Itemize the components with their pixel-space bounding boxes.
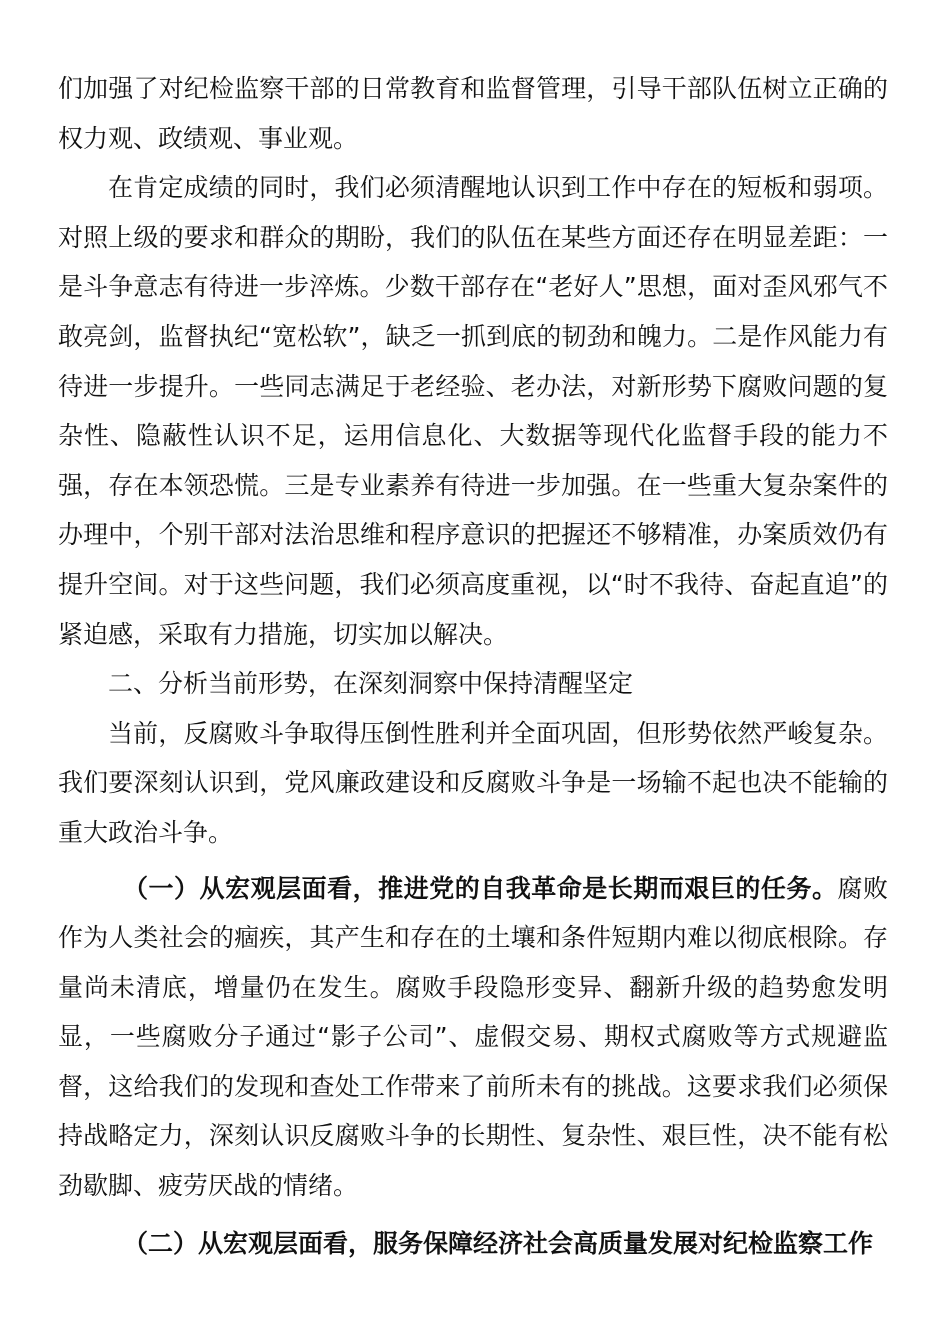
subsection-2-lead: （二）从宏观层面看，服务保障经济社会高质量发展对纪检监察工作 (123, 1228, 874, 1258)
subsection-1-lead: （一）从宏观层面看，推进党的自我革命是长期而艰巨的任务。 (123, 873, 838, 903)
subsection-1-body: 腐败作为人类社会的痼疾，其产生和存在的土壤和条件短期内难以彻底根除。存量尚未清底，增量仍在发生。腐败手段隐形变异、翻新升级的趋势愈发明显，一些腐败分子通过“影子公司”、虚假交易、期权式腐败等方式规避监督，这给我们的发现和查处工作带来了前所未有的挑战。这要求我们必须保持战略定力，深刻认识反腐败斗争的长期性、复杂性、艰巨性，决不能有松劲歇脚、疲劳厌战的情绪。 (58, 873, 888, 1201)
subsection-2 (58, 1219, 888, 1269)
section-heading-2: 二、分析当前形势，在深刻洞察中保持清醒坚定 (108, 669, 634, 699)
paragraph-continuation: 们加强了对纪检监察干部的日常教育和监督管理，引导干部队伍树立正确的权力观、政绩观、事业观。 (58, 74, 888, 153)
paragraph-situation: 当前，反腐败斗争取得压倒性胜利并全面巩固，但形势依然严峻复杂。我们要深刻认识到，党风廉政建设和反腐败斗争是一场输不起也决不能输的重大政治斗争。 (58, 718, 888, 847)
subsection-1 (58, 864, 888, 1211)
paragraph-shortcomings: 在肯定成绩的同时，我们必须清醒地认识到工作中存在的短板和弱项。对照上级的要求和群众的期盼，我们的队伍在某些方面还存在明显差距：一是斗争意志有待进一步淬炼。少数干部存在“老好人”思想，面对歪风邪气不敢亮剑，监督执纪“宽松软”，缺乏一抓到底的韧劲和魄力。二是作风能力有待进一步提升。一些同志满足于老经验、老办法，对新形势下腐败问题的复杂性、隐蔽性认识不足，运用信息化、大数据等现代化监督手段的能力不强，存在本领恐慌。三是专业素养有待进一步加强。在一些重大复杂案件的办理中，个别干部对法治思维和程序意识的把握还不够精准，办案质效仍有提升空间。对于这些问题，我们必须高度重视，以“时不我待、奋起直追”的紧迫感，采取有力措施，切实加以解决。 (58, 173, 888, 649)
document-page (58, 64, 888, 1268)
